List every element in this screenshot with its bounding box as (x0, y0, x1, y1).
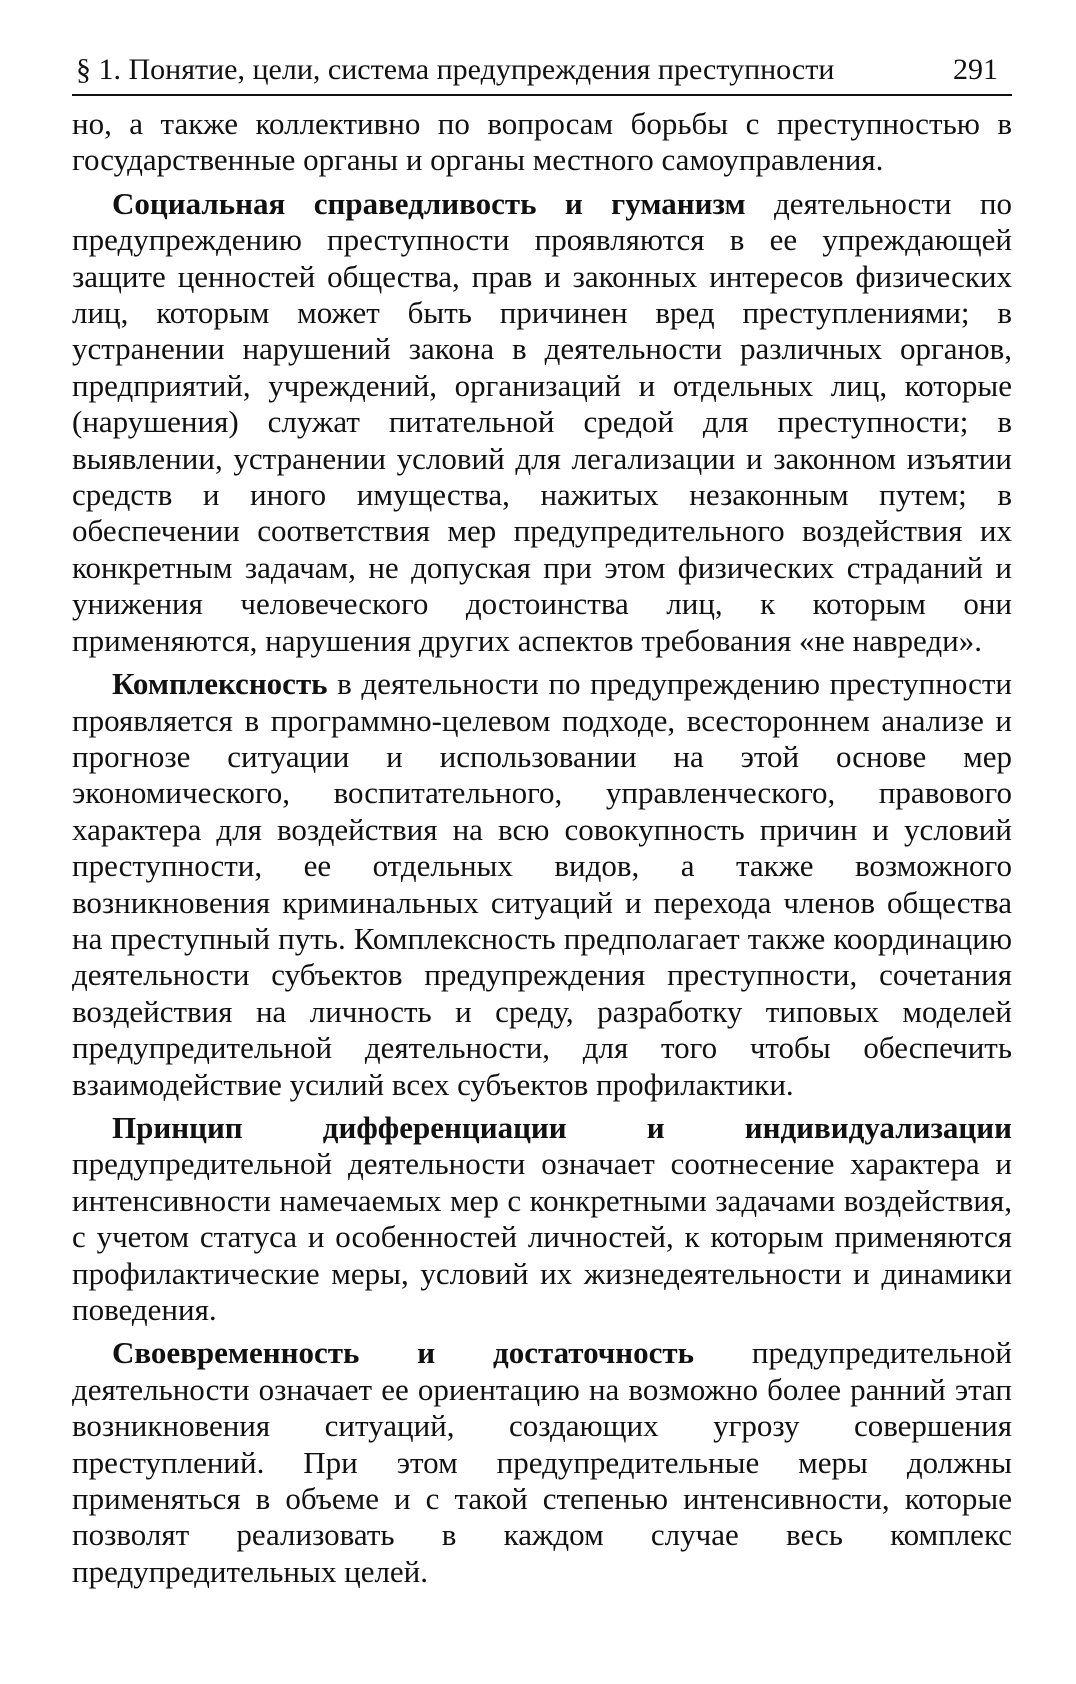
paragraph-differentiation (72, 1110, 1012, 1328)
paragraph-text: в деятельности по предупреждению преступности проявляется в программно-целевом подходе, всестороннем анализе и прогнозе ситуации и использовании на этой основе мер экономического, воспитательного, управленческого, правового характера для воздействия на всю совокупность причин и условий преступности, ее отдельных видов, а также возможного возникновения криминальных ситуаций и перехода членов общества на преступный путь. Комплексность предполагает также координацию деятельности субъектов предупреждения преступности, сочетания воздействия на личность и среду, разработку типовых моделей предупредительной деятельности, для того чтобы обеспечить взаимодействие усилий всех субъектов профилактики. (72, 666, 1012, 1102)
term-complexity: Комплексность (112, 666, 328, 702)
paragraph-text: но, а также коллективно по вопросам борьбы с преступностью в государственные органы и органы местного самоуправления. (72, 106, 1012, 178)
paragraph-continuation (72, 106, 1012, 179)
term-differentiation: Принцип дифференциации и индивидуализации (112, 1109, 1012, 1145)
paragraph-text: предупредительной деятельности означает ее ориентацию на возможно более ранний этап возникновения ситуаций, создающих угрозу совершения преступлений. При этом предупредительные меры должны применяться в объеме и с такой степенью интенсивности, которые позволят реализовать в каждом случае весь комплекс предупредительных целей. (72, 1335, 1013, 1589)
body-text (72, 106, 1012, 1590)
paragraph-timeliness (72, 1335, 1012, 1590)
term-social-justice: Социальная справедливость и гуманизм (112, 185, 746, 221)
page-number: 291 (953, 53, 998, 86)
paragraph-text: предупредительной деятельности означает соотнесение характера и интенсивности намечаемых мер с конкретными задачами воздействия, с учетом статуса и особенностей личностей, к которым применяются профилактические меры, условий их жизнедеятельности и динамики поведения. (72, 1146, 1012, 1327)
term-timeliness: Своевременность и достаточность (112, 1335, 695, 1371)
paragraph-text: деятельности по предупреждению преступности проявляются в ее упреждающей защите ценностей общества, прав и законных интересов физических лиц, которым может быть причинен вред преступлениями; в устранении нарушений закона в деятельности различных органов, предприятий, учреждений, организаций и отдельных лиц, которые (нарушения) служат питательной средой для преступности; в выявлении, устранении условий для легализации и законном изъятии средств и иного имущества, нажитых незаконным путем; в обеспечении соответствия мер предупредительного воздействия их конкретным задачам, не допуская при этом физических страданий и унижения человеческого достоинства лиц, к которым они применяются, нарушения других аспектов требования «не навреди». (72, 185, 1012, 658)
book-page (72, 50, 1012, 1650)
running-head-title: § 1. Понятие, цели, система предупреждения преступности (76, 53, 835, 86)
running-head (72, 50, 1012, 96)
paragraph-social-justice (72, 186, 1012, 659)
paragraph-complexity (72, 666, 1012, 1103)
